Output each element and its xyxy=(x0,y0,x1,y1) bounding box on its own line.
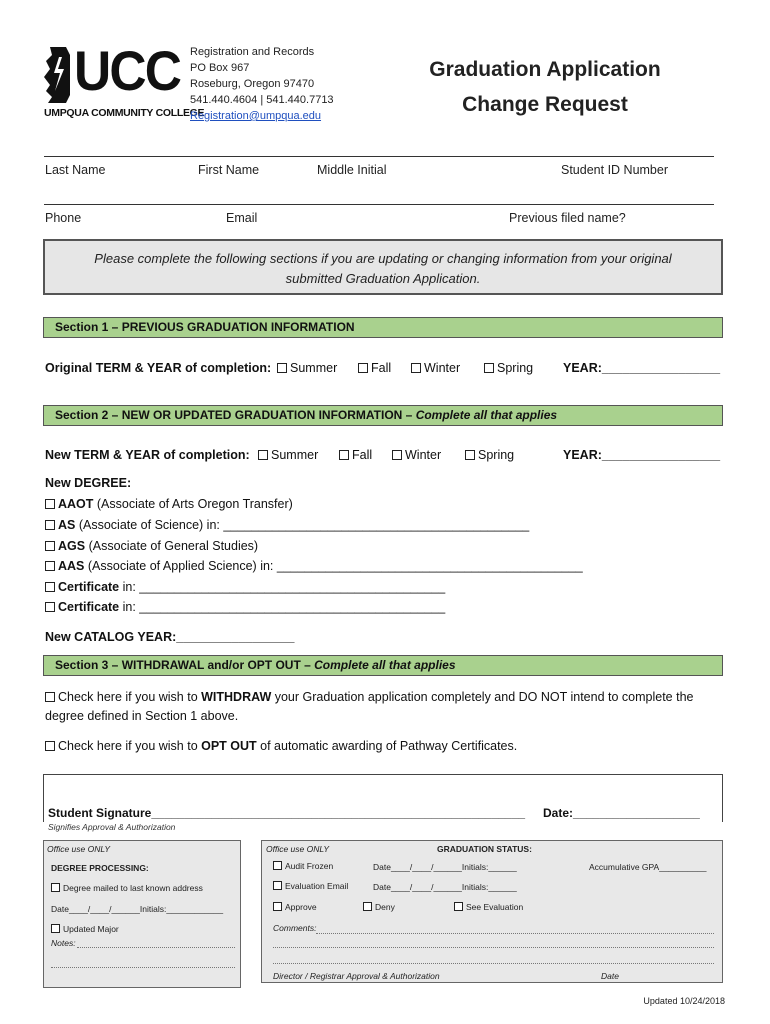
degree-desc: (Associate of Arts Oregon Transfer) xyxy=(93,497,293,511)
optout-text: Check here if you wish to xyxy=(58,739,202,753)
signature-label: Student Signature xyxy=(48,806,152,820)
signature-date-field[interactable] xyxy=(543,806,700,820)
comments-line[interactable] xyxy=(273,947,714,948)
degree-certificate-option[interactable] xyxy=(45,580,445,594)
student-id-label: Student ID Number xyxy=(561,163,668,177)
section-2-title: Section 2 – NEW OR UPDATED GRADUATION INFORMATION – xyxy=(55,408,416,422)
new-term-label: New TERM & YEAR of completion: xyxy=(45,448,250,462)
address-line: PO Box 967 xyxy=(190,62,250,74)
degree-desc: (Associate of Applied Science) in: ____________________________________________ xyxy=(84,559,583,573)
withdraw-text: Check here if you wish to xyxy=(58,690,202,704)
updated-major-option[interactable] xyxy=(51,924,119,934)
original-year-field[interactable]: YEAR:_________________ xyxy=(563,361,721,375)
option-label: Evaluation Email xyxy=(285,881,349,891)
checkbox[interactable] xyxy=(45,520,55,530)
optout-keyword: OPT OUT xyxy=(201,739,257,753)
withdraw-option[interactable] xyxy=(45,690,693,704)
phone-label: Phone xyxy=(45,211,82,225)
checkbox[interactable] xyxy=(484,363,494,373)
term-label: Spring xyxy=(497,361,534,375)
section-3-note: Complete all that applies xyxy=(314,658,456,672)
term-label: Spring xyxy=(478,448,515,462)
term-label: Winter xyxy=(405,448,442,462)
new-year-field[interactable]: YEAR:_________________ xyxy=(563,448,721,462)
new-degree-heading: New DEGREE: xyxy=(45,476,132,490)
term-label: Fall xyxy=(371,361,392,375)
office-use-label: Office use ONLY xyxy=(47,844,110,854)
optout-text: of automatic awarding of Pathway Certificates. xyxy=(256,739,518,753)
section-2-note: Complete all that applies xyxy=(415,408,558,422)
name-input-line[interactable] xyxy=(44,156,714,157)
degree-as-option[interactable] xyxy=(45,518,529,532)
option-label: Deny xyxy=(375,902,395,912)
degree-code: AGS xyxy=(58,539,86,553)
degree-code: AAOT xyxy=(58,497,94,511)
withdraw-line2: degree defined in Section 1 above. xyxy=(45,709,239,723)
office-address xyxy=(190,44,334,124)
office-graduation-status-box xyxy=(261,840,723,983)
section-3-title: Section 3 – WITHDRAWAL and/or OPT OUT – xyxy=(55,658,315,672)
address-line: Registration and Records xyxy=(190,46,315,58)
opt-out-option[interactable] xyxy=(45,739,517,753)
new-term-summer-option[interactable] xyxy=(258,448,318,462)
approve-option[interactable] xyxy=(273,902,317,912)
degree-desc: (Associate of General Studies) xyxy=(85,539,259,553)
checkbox[interactable] xyxy=(273,902,282,911)
checkbox[interactable] xyxy=(45,582,55,592)
term-winter-option[interactable] xyxy=(411,361,460,375)
degree-mailed-option[interactable] xyxy=(51,883,203,893)
checkbox[interactable] xyxy=(454,902,463,911)
date-label: Date: xyxy=(543,806,574,820)
form-title xyxy=(410,52,680,122)
comments-line[interactable] xyxy=(273,963,714,964)
comments-label: Comments: xyxy=(273,923,317,933)
checkbox[interactable] xyxy=(363,902,372,911)
section-3-header xyxy=(43,655,723,676)
withdraw-text: your Graduation application completely and DO NOT intend to complete the xyxy=(271,690,694,704)
checkbox[interactable] xyxy=(465,450,475,460)
section-1-header: Section 1 – PREVIOUS GRADUATION INFORMATION xyxy=(43,317,723,338)
notice-line: submitted Graduation Application. xyxy=(285,271,481,286)
ucc-logo xyxy=(44,39,205,124)
degree-code: AS xyxy=(58,518,76,532)
checkbox[interactable] xyxy=(277,363,287,373)
evaluation-email-option[interactable] xyxy=(273,881,348,891)
accumulative-gpa-field[interactable]: Accumulative GPA__________ xyxy=(589,862,707,872)
checkbox[interactable] xyxy=(358,363,368,373)
checkbox[interactable] xyxy=(51,924,60,933)
checkbox[interactable] xyxy=(45,541,55,551)
degree-ags-option[interactable] xyxy=(45,539,258,553)
instructions-notice xyxy=(43,239,723,295)
date-initials-line[interactable]: Date____/____/______Initials:____________ xyxy=(51,904,224,914)
middle-initial-label: Middle Initial xyxy=(317,163,387,177)
updated-date: Updated 10/24/2018 xyxy=(643,996,725,1006)
contact-input-line[interactable] xyxy=(44,204,714,205)
section-2-header xyxy=(43,405,723,426)
degree-processing-heading: DEGREE PROCESSING: xyxy=(51,863,149,873)
student-signature-field[interactable] xyxy=(48,806,525,820)
checkbox[interactable] xyxy=(45,499,55,509)
degree-desc: in: ____________________________________________ xyxy=(119,580,446,594)
degree-code: AAS xyxy=(58,559,85,573)
notes-line[interactable] xyxy=(51,967,235,968)
comments-line[interactable] xyxy=(316,933,714,934)
option-label: Degree mailed to last known address xyxy=(63,883,203,893)
address-line: Roseburg, Oregon 97470 xyxy=(190,78,315,90)
director-approval-label: Director / Registrar Approval & Authorization xyxy=(273,971,440,981)
email-label: Email xyxy=(226,211,258,225)
checkbox[interactable] xyxy=(45,561,55,571)
term-summer-option[interactable] xyxy=(277,361,337,375)
title-line: Change Request xyxy=(462,93,628,116)
checkbox[interactable] xyxy=(411,363,421,373)
term-label: Fall xyxy=(352,448,373,462)
term-label: Summer xyxy=(290,361,338,375)
term-spring-option[interactable] xyxy=(484,361,533,375)
degree-code: Certificate xyxy=(58,600,120,614)
original-term-row xyxy=(45,361,271,375)
checkbox[interactable] xyxy=(45,741,55,751)
term-label: Summer xyxy=(271,448,319,462)
checkbox[interactable] xyxy=(45,602,55,612)
notes-label: Notes: xyxy=(51,938,76,948)
notes-line[interactable] xyxy=(77,947,235,948)
audit-date-initials[interactable]: Date____/____/______Initials:______ xyxy=(373,862,517,872)
option-label: Approve xyxy=(285,902,317,912)
checkbox[interactable] xyxy=(51,883,60,892)
see-evaluation-option[interactable] xyxy=(454,902,523,912)
checkbox[interactable] xyxy=(258,450,268,460)
new-term-spring-option[interactable] xyxy=(465,448,514,462)
graduation-status-heading: GRADUATION STATUS: xyxy=(437,844,532,854)
phone-line: 541.440.4604 | 541.440.7713 xyxy=(190,94,334,106)
evaluation-date-initials[interactable]: Date____/____/______Initials:______ xyxy=(373,882,517,892)
degree-desc: (Associate of Science) in: ____________________________________________ xyxy=(75,518,530,532)
office-degree-processing-box xyxy=(43,840,241,988)
date-line[interactable]: ___________________ xyxy=(573,806,700,820)
director-date-label: Date xyxy=(601,971,619,981)
new-term-winter-option[interactable] xyxy=(392,448,441,462)
option-label: See Evaluation xyxy=(466,902,524,912)
degree-aas-option[interactable] xyxy=(45,559,583,573)
previous-name-label: Previous filed name? xyxy=(509,211,626,225)
checkbox[interactable] xyxy=(273,881,282,890)
term-label: Winter xyxy=(424,361,461,375)
original-term-label: Original TERM & YEAR of completion: xyxy=(45,361,272,375)
term-fall-option[interactable] xyxy=(358,361,391,375)
degree-code: Certificate xyxy=(58,580,120,594)
degree-aaot-option[interactable] xyxy=(45,497,293,511)
email-link[interactable]: Registration@umpqua.edu xyxy=(190,110,322,122)
signature-line[interactable]: ________________________________________________________ xyxy=(151,806,526,820)
checkbox[interactable] xyxy=(45,692,55,702)
signature-caption: Signifies Approval & Authorization xyxy=(48,822,176,832)
option-label: Audit Frozen xyxy=(285,861,334,871)
degree-certificate-option[interactable] xyxy=(45,600,445,614)
notice-line: Please complete the following sections if you are updating or changing information from your original xyxy=(94,251,672,266)
office-use-label: Office use ONLY xyxy=(266,844,329,854)
logo-wordmark: UCC xyxy=(74,39,181,102)
title-line: Graduation Application xyxy=(429,58,661,81)
new-term-fall-option[interactable] xyxy=(339,448,372,462)
withdraw-keyword: WITHDRAW xyxy=(201,690,272,704)
deny-option[interactable] xyxy=(363,902,395,912)
lightning-mark-icon xyxy=(44,47,72,103)
degree-desc: in: ____________________________________________ xyxy=(119,600,446,614)
checkbox[interactable] xyxy=(273,861,282,870)
catalog-year-field[interactable]: New CATALOG YEAR:_________________ xyxy=(45,630,295,644)
option-label: Updated Major xyxy=(63,924,119,934)
last-name-label: Last Name xyxy=(45,163,106,177)
audit-frozen-option[interactable] xyxy=(273,861,333,871)
college-name: UMPQUA COMMUNITY COLLEGE xyxy=(44,107,205,119)
first-name-label: First Name xyxy=(198,163,260,177)
checkbox[interactable] xyxy=(339,450,349,460)
checkbox[interactable] xyxy=(392,450,402,460)
